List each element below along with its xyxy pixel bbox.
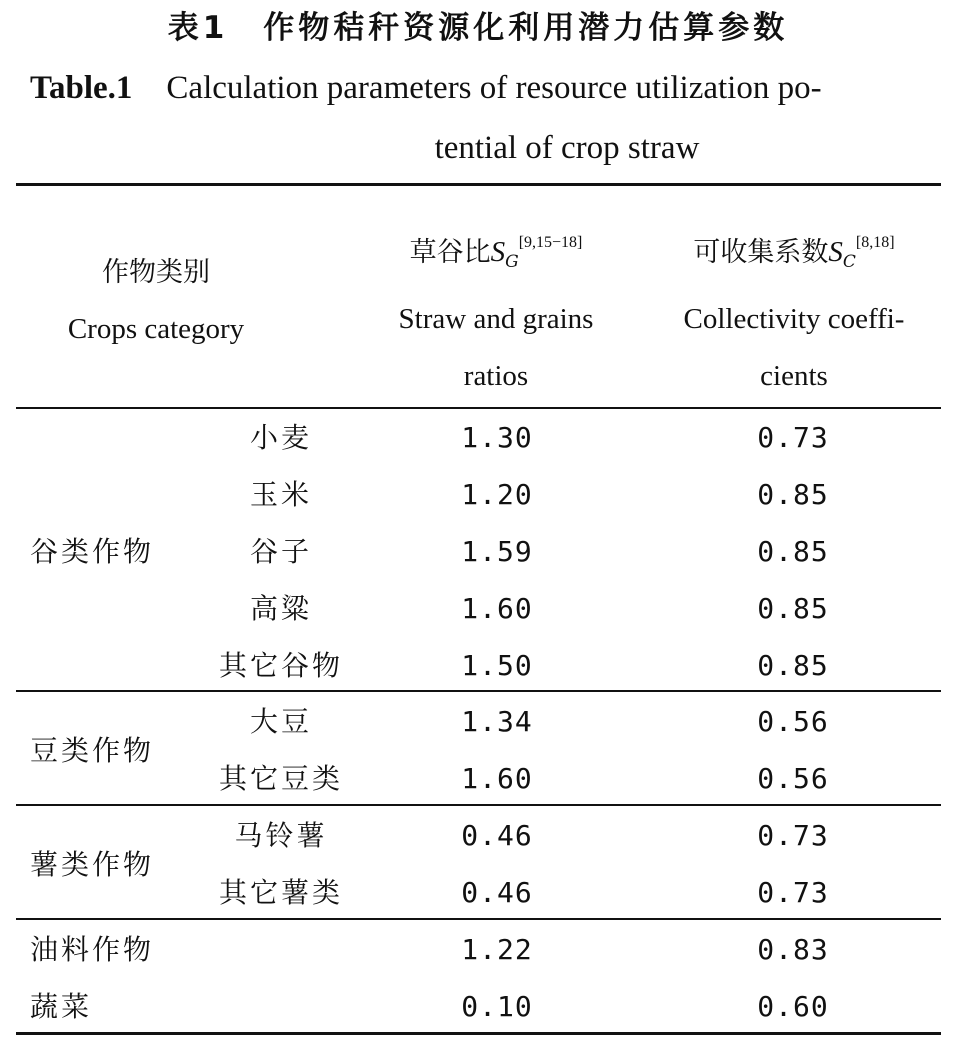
table-row-crop: 大豆	[249, 705, 312, 738]
group-label-tuber: 薯类作物	[30, 848, 155, 881]
header-sc-symbol: S	[828, 236, 843, 268]
table-row-group: 蔬菜	[30, 990, 93, 1023]
header-sc-en-line2: cients	[760, 360, 828, 392]
header-sc-reference: [8,18]	[855, 234, 895, 251]
table-title-en-line2: tential of crop straw	[434, 130, 700, 166]
header-crops-category-cn: 作物类别	[102, 257, 210, 288]
table-row-sg: 1.60	[461, 762, 533, 795]
table-row-crop: 谷子	[249, 535, 312, 568]
header-collectivity-coefficient	[648, 214, 940, 405]
table-title-en-line1	[30, 66, 940, 110]
table-row-sg: 1.30	[461, 421, 533, 454]
table-row-sg: 1.50	[461, 649, 533, 682]
table-row-crop: 小麦	[249, 421, 312, 454]
table-row-crop: 其它豆类	[218, 762, 343, 795]
table-row-crop: 马铃薯	[234, 819, 328, 852]
table-row-sc: 0.56	[757, 762, 829, 795]
header-sg-en-line2: ratios	[463, 360, 529, 392]
table-row-sg: 1.22	[461, 933, 533, 966]
table-row-sg: 1.59	[461, 535, 533, 568]
table-row-sc: 0.56	[757, 705, 829, 738]
header-sg-subscript: G	[505, 252, 519, 272]
group-label-legume: 豆类作物	[30, 734, 155, 767]
header-sg-symbol: S	[490, 236, 506, 268]
table-row-sc: 0.73	[757, 819, 829, 852]
group-divider	[16, 804, 941, 806]
table-row-sc: 0.73	[757, 421, 829, 454]
bottom-rule	[16, 1032, 941, 1035]
table-row-sc: 0.60	[757, 990, 829, 1023]
header-sc-cn: 可收集系数	[693, 237, 829, 268]
header-straw-grain-ratio	[350, 214, 642, 405]
table-title-cn: 表1 作物秸秆资源化利用潜力估算参数	[167, 10, 789, 46]
table-row-sg: 0.46	[461, 819, 533, 852]
header-sg-reference: [9,15−18]	[518, 234, 583, 251]
table-row-sc: 0.85	[757, 478, 829, 511]
table-row-crop: 高粱	[249, 592, 312, 625]
group-divider	[16, 690, 941, 692]
header-crops-category-en: Crops category	[67, 313, 245, 345]
table-row-sc: 0.85	[757, 535, 829, 568]
table-title-en-text: Calculation parameters of resource utilization po-	[166, 70, 822, 106]
table-row-sg: 1.60	[461, 592, 533, 625]
header-sg-en-line1: Straw and grains	[398, 303, 594, 335]
header-sc-en-line1: Collectivity coeffi-	[683, 303, 905, 335]
table-row-sc: 0.73	[757, 876, 829, 909]
table-row-crop: 玉米	[249, 478, 312, 511]
table-label: Table.1	[30, 70, 133, 106]
table-row-sg: 0.46	[461, 876, 533, 909]
table-row-crop: 其它谷物	[218, 649, 343, 682]
group-divider	[16, 918, 941, 920]
header-sc-line1	[648, 214, 940, 291]
header-sc-subscript: C	[842, 252, 856, 272]
group-label-cereal: 谷类作物	[30, 535, 155, 568]
header-sg-cn: 草谷比	[409, 237, 491, 268]
table-row-sg: 1.34	[461, 705, 533, 738]
table-row-sc: 0.85	[757, 649, 829, 682]
table-row-sg: 0.10	[461, 990, 533, 1023]
header-crops-category	[16, 244, 296, 358]
table-row-sc: 0.83	[757, 933, 829, 966]
table-row-sc: 0.85	[757, 592, 829, 625]
table-row-crop: 其它薯类	[218, 876, 343, 909]
table-row-sg: 1.20	[461, 478, 533, 511]
table-row-group: 油料作物	[30, 933, 155, 966]
top-rule	[16, 183, 941, 186]
header-sg-line1	[350, 214, 642, 291]
